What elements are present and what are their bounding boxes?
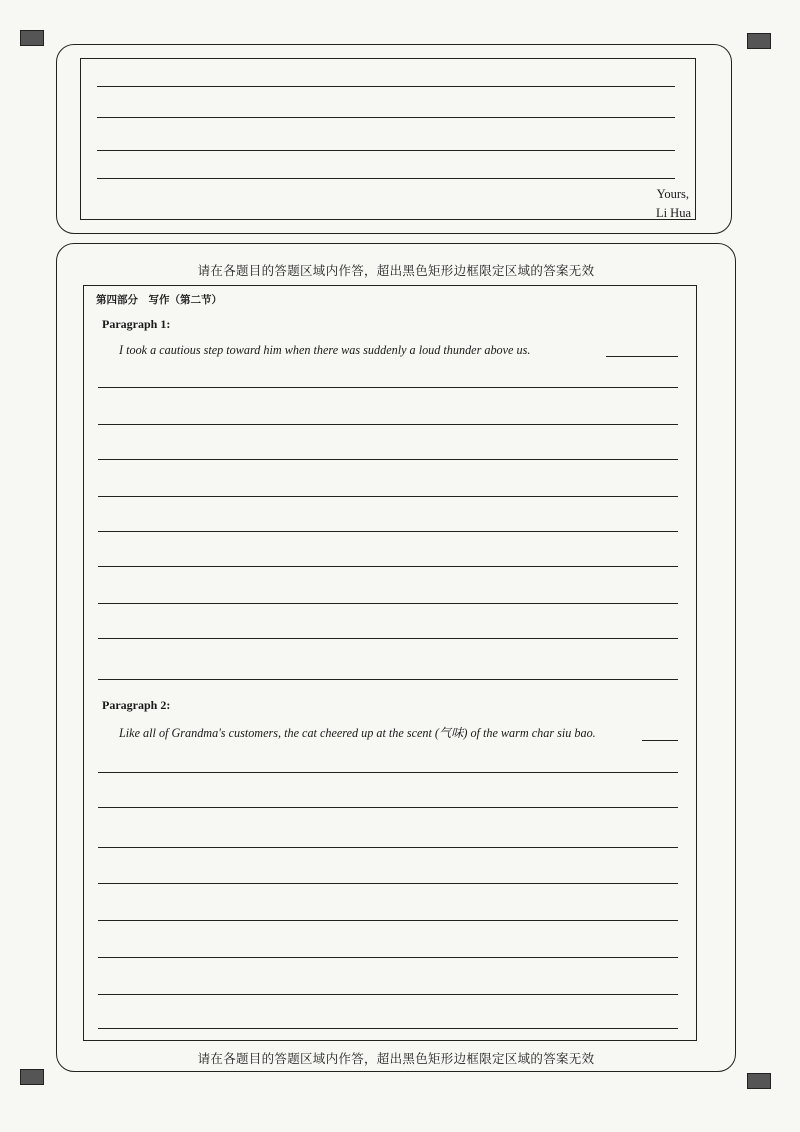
writing-line[interactable] [98, 994, 678, 995]
answer-area-notice-bottom: 请在各题目的答题区域内作答，超出黑色矩形边框限定区域的答案无效 [197, 1051, 595, 1066]
prompt-continuation-line[interactable] [642, 740, 678, 741]
registration-marker-bottom-right [747, 1073, 771, 1089]
writing-line[interactable] [98, 957, 678, 958]
registration-marker-top-left [20, 30, 44, 46]
letter-closing: Yours, [656, 187, 689, 201]
writing-line[interactable] [98, 883, 678, 884]
writing-line[interactable] [98, 920, 678, 921]
writing-line[interactable] [97, 117, 675, 118]
writing-line[interactable] [98, 459, 678, 460]
answer-area-notice-top: 请在各题目的答题区域内作答，超出黑色矩形边框限定区域的答案无效 [197, 263, 595, 278]
letter-signature: Li Hua [655, 206, 691, 220]
paragraph-2-prompt: Like all of Grandma's customers, the cat cheered up at the scent (气味) of the warm char siu bao. [119, 726, 596, 740]
writing-line[interactable] [98, 496, 678, 497]
writing-answer-area [83, 285, 697, 1041]
writing-line[interactable] [97, 178, 675, 179]
paragraph-1-prompt: I took a cautious step toward him when there was suddenly a loud thunder above us. [119, 343, 531, 357]
writing-line[interactable] [98, 387, 678, 388]
writing-line[interactable] [98, 531, 678, 532]
paragraph-2-label: Paragraph 2: [102, 698, 171, 712]
writing-line[interactable] [97, 86, 675, 87]
writing-line[interactable] [98, 1028, 678, 1029]
writing-line[interactable] [98, 566, 678, 567]
writing-line[interactable] [98, 772, 678, 773]
writing-line[interactable] [98, 424, 678, 425]
writing-line[interactable] [98, 638, 678, 639]
paragraph-1-label: Paragraph 1: [102, 317, 171, 331]
writing-line[interactable] [98, 807, 678, 808]
writing-line[interactable] [97, 150, 675, 151]
section-title: 第四部分 写作（第二节） [96, 294, 222, 306]
letter-answer-area [80, 58, 696, 220]
prompt-continuation-line[interactable] [606, 356, 678, 357]
registration-marker-bottom-left [20, 1069, 44, 1085]
writing-line[interactable] [98, 603, 678, 604]
writing-line[interactable] [98, 847, 678, 848]
registration-marker-top-right [747, 33, 771, 49]
writing-line[interactable] [98, 679, 678, 680]
